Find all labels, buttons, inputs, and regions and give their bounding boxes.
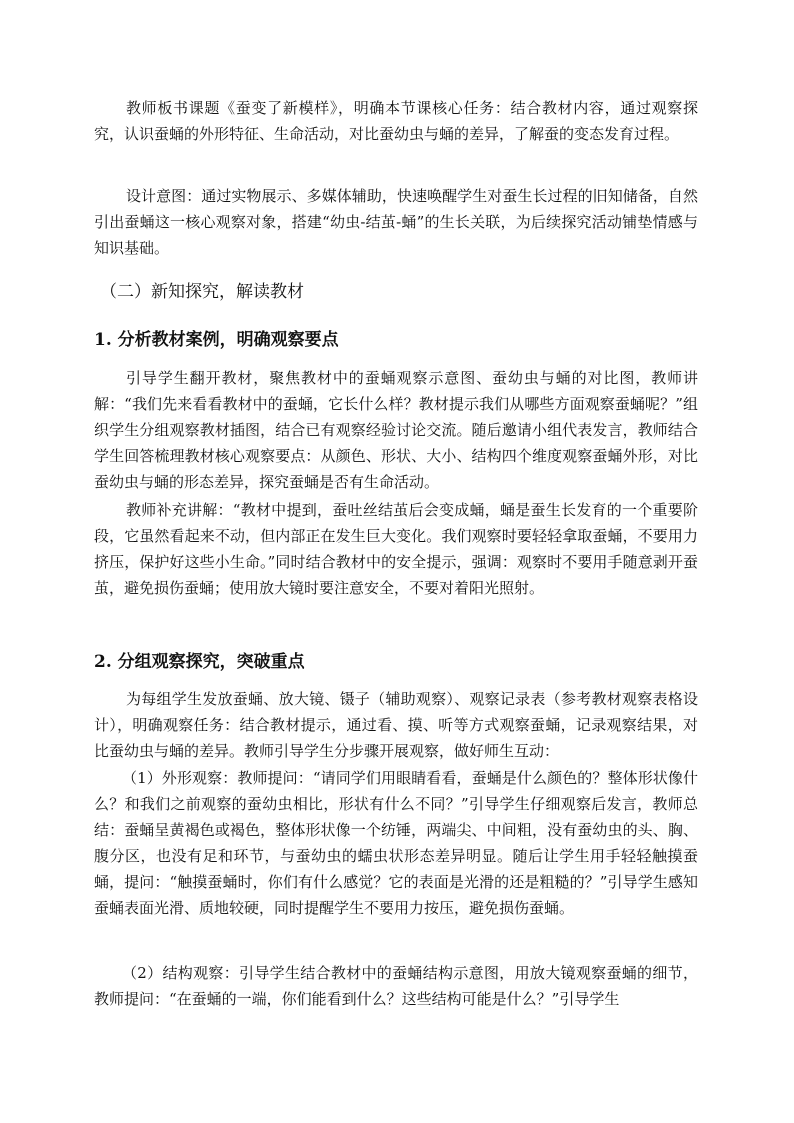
paragraph-distribute-materials: 为每组学生发放蚕蛹、放大镜、镊子（辅助观察）、观察记录表（参考教材观察表格设计），明确观察任务：结合教材提示，通过看、摸、听等方式观察蚕蛹，记录观察结果，对比蚕幼虫与蛹的差异。教师引导学生分步骤开展观察，做好师生互动： — [94, 690, 698, 760]
section-heading-new-knowledge: （二）新知探究，解读教材 — [100, 282, 304, 302]
paragraph-teacher-supplement: 教师补充讲解：“教材中提到，蚕吐丝结茧后会变成蛹，蛹是蚕生长发育的一个重要阶段，它虽然看起来不动，但内部正在发生巨大变化。我们观察时要轻轻拿取蚕蛹，不要用力挤压，保护好这些小生命。”同时结合教材中的安全提示，强调：观察时不要用手随意剥开蚕茧，避免损伤蚕蛹；使用放大镜时要注意安全，不要对着阳光照射。 — [94, 501, 698, 597]
subheading-group-observation: 2. 分组观察探究，突破重点 — [94, 652, 305, 672]
paragraph-guide-textbook: 引导学生翻开教材，聚焦教材中的蚕蛹观察示意图、蚕幼虫与蛹的对比图，教师讲解：“我们先来看看教材中的蚕蛹，它长什么样？教材提示我们从哪些方面观察蚕蛹呢？”组织学生分组观察教材插图，结合已有观察经验讨论交流。随后邀请小组代表发言，教师结合学生回答梳理教材核心观察要点：从颜色、形状、大小、结构四个维度观察蚕蛹外形，对比蚕幼虫与蛹的形态差异，探究蚕蛹是否有生命活动。 — [94, 369, 698, 491]
paragraph-shape-observation: （1）外形观察：教师提问：“请同学们用眼睛看看，蚕蛹是什么颜色的？整体形状像什么？和我们之前观察的蚕幼虫相比，形状有什么不同？”引导学生仔细观察后发言，教师总结：蚕蛹呈黄褐色或褐色，整体形状像一个纺锤，两端尖、中间粗，没有蚕幼虫的头、胸、腹分区，也没有足和环节，与蚕幼虫的蠕虫状形态差异明显。随后让学生用手轻轻触摸蚕蛹，提问：“触摸蚕蛹时，你们有什么感觉？它的表面是光滑的还是粗糙的？”引导学生感知蚕蛹表面光滑、质地较硬，同时提醒学生不要用力按压，避免损伤蚕蛹。 — [94, 769, 698, 917]
paragraph-structure-observation: （2）结构观察：引导学生结合教材中的蚕蛹结构示意图，用放大镜观察蚕蛹的细节，教师提问：“在蚕蛹的一端，你们能看到什么？这些结构可能是什么？”引导学生 — [94, 964, 698, 1008]
paragraph-design-intent: 设计意图：通过实物展示、多媒体辅助，快速唤醒学生对蚕生长过程的旧知储备，自然引出蚕蛹这一核心观察对象，搭建“幼虫-结茧-蛹”的生长关联，为后续探究活动铺垫情感与知识基础。 — [94, 187, 698, 257]
subheading-analyze-textbook: 1. 分析教材案例，明确观察要点 — [94, 330, 339, 350]
paragraph-lesson-title: 教师板书课题《蚕变了新模样》，明确本节课核心任务：结合教材内容，通过观察探究，认识蚕蛹的外形特征、生命活动，对比蚕幼虫与蛹的差异，了解蚕的变态发育过程。 — [94, 99, 698, 143]
